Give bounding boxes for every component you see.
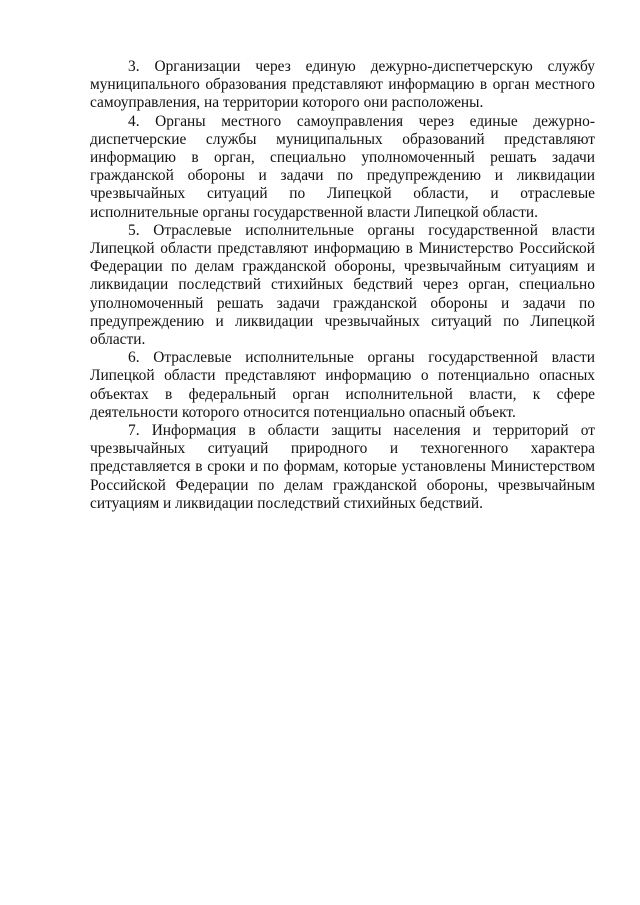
document-body xyxy=(90,58,595,513)
paragraph-3: 3. Организации через единую дежурно-диспетчерскую службу муниципального образования представляют информацию в орган местного самоуправления, на территории которого они расположены. xyxy=(90,58,595,112)
paragraph-6: 6. Отраслевые исполнительные органы государственной власти Липецкой области представляют информацию о потенциально опасных объектах в федеральный орган исполнительной власти, к сфере деятельности которого относится потенциально опасный объект. xyxy=(90,349,595,421)
paragraph-4: 4. Органы местного самоуправления через единые дежурно-диспетчерские службы муниципальных образований представляют информацию в орган, специально уполномоченный решать задачи гражданской обороны и задачи по предупреждению и ликвидации чрезвычайных ситуаций по Липецкой области, и отраслевые исполнительные органы государственной власти Липецкой области. xyxy=(90,112,595,221)
paragraph-7: 7. Информация в области защиты населения и территорий от чрезвычайных ситуаций природного и техногенного характера представляется в сроки и по формам, которые установлены Министерством Российской Федерации по делам гражданской обороны, чрезвычайным ситуациям и ликвидации последствий стихийных бедствий. xyxy=(90,422,595,512)
paragraph-5: 5. Отраслевые исполнительные органы государственной власти Липецкой области представляют информацию в Министерство Российской Федерации по делам гражданской обороны, чрезвычайным ситуациям и ликвидации последствий стихийных бедствий через орган, специально уполномоченный решать задачи гражданской обороны и задачи по предупреждению и ликвидации чрезвычайных ситуаций по Липецкой области. xyxy=(90,221,595,349)
